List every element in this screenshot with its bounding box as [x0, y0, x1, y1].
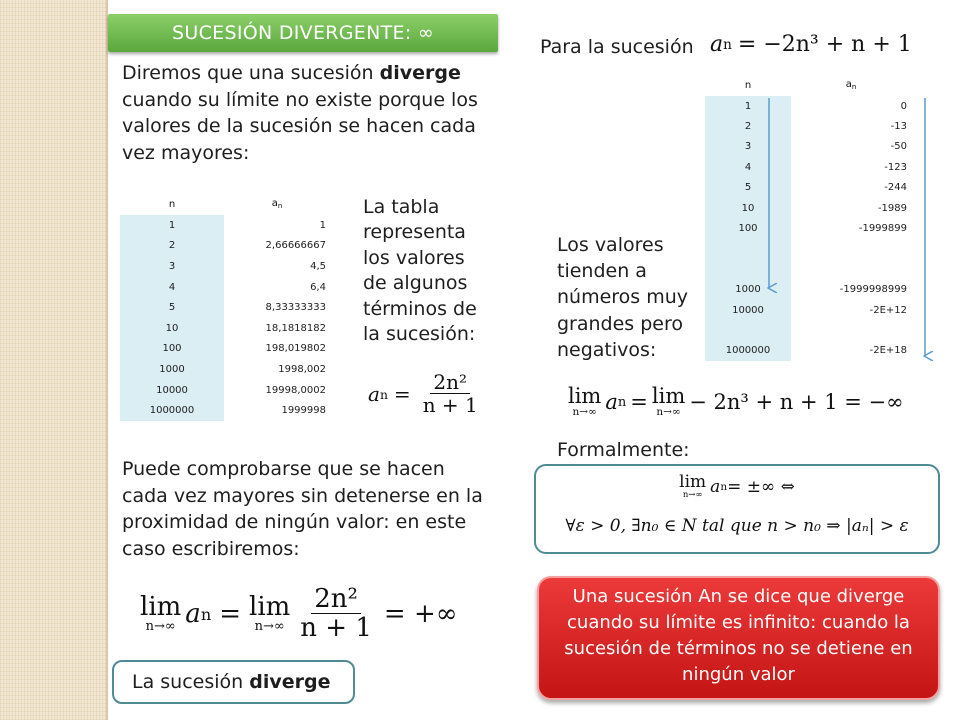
formula2-rhs: = −2n³ + n + 1	[737, 32, 912, 57]
limit2-lim	[568, 386, 601, 419]
result-bold-word: diverge	[249, 671, 331, 693]
formal-a: a	[710, 477, 721, 498]
formal-lim-under: n→∞	[682, 490, 703, 500]
table1-cell-n: 5	[120, 297, 224, 318]
table1-cell-an: 8,33333333	[265, 302, 326, 314]
table1-cell-an: 1	[319, 219, 326, 231]
limit1-lim-word: lim	[140, 592, 182, 623]
table2-cell-an: -50	[890, 141, 907, 153]
table-note: La tabla representa los valores de algunos términos de la sucesión:	[363, 196, 477, 346]
slide-title: SUCESIÓN DIVERGENTE: ∞	[108, 14, 498, 52]
table1-cell-an: 1999998	[281, 405, 326, 417]
table1-cell-n: 1000000	[120, 400, 224, 421]
limit-formula-2	[568, 384, 904, 419]
limit1-lim-under: n→∞	[145, 619, 176, 635]
for-sequence-label: Para la sucesión	[540, 36, 694, 58]
limit2-lim-b	[652, 386, 685, 419]
table2-cell-n: 10	[705, 198, 791, 218]
values-note: Los valores tienden a números muy grandes pero negativos:	[557, 234, 689, 361]
table1-cell-n: 10000	[120, 380, 224, 401]
formula2-sub: n	[723, 36, 732, 53]
limit2-lim-b-under: n→∞	[656, 406, 681, 418]
table1-cell-n: 1	[120, 215, 224, 236]
formula2-a: a	[710, 32, 724, 57]
formal-lim	[679, 474, 706, 500]
table2-cell-an: -123	[884, 161, 907, 173]
limit2-a: a	[605, 390, 618, 415]
formula1-eq: =	[393, 382, 411, 406]
table1-cell-n: 100	[120, 339, 224, 360]
table1-cell-n: 10	[120, 318, 224, 339]
limit1-a: a	[185, 599, 201, 630]
table1-header-n: n	[168, 198, 176, 210]
table1-cell-an: 198,019802	[265, 343, 326, 355]
table2-cell-n: 10000	[705, 300, 791, 320]
table1-header-a-text: $a_n$	[271, 198, 283, 210]
table2-cell-an: -244	[884, 182, 907, 194]
check-paragraph: Puede comprobarse que se hacen cada vez mayores sin detenerse en la proximidad de ningún valor: en este caso escribiremos:	[122, 458, 483, 560]
formal-line-1	[536, 472, 938, 500]
formula1-sub: n	[379, 386, 388, 402]
table1-cell-n: 1000	[120, 359, 224, 380]
table1-cell-an: 19998,0002	[265, 384, 326, 396]
limit2-lim-b-word: lim	[651, 384, 686, 408]
table2-cell-n: 100	[705, 218, 791, 238]
intro-text-after: cuando su límite no existe porque los valores de la sucesión se hacen cada vez mayores:	[122, 88, 478, 164]
table1-cell-n: 2	[120, 236, 224, 257]
table1-cell-n: 3	[120, 256, 224, 277]
formula1-den: n + 1	[422, 393, 478, 417]
formal-sub: n	[720, 481, 728, 494]
limit1-lim-b-word: lim	[249, 592, 291, 623]
limit2-mid: =	[630, 390, 648, 415]
result-text: La sucesión	[132, 671, 250, 693]
table2-header-n: n	[744, 79, 752, 91]
table1-cell-an: 1998,002	[278, 363, 326, 375]
table2-cell-an: -2E+18	[869, 345, 907, 357]
table2-cell-an: -1999998999	[839, 284, 907, 296]
formal-definition-box	[534, 464, 940, 554]
limit1-den: n + 1	[300, 613, 372, 644]
limit2-lim-under: n→∞	[572, 406, 597, 418]
table1-cell-n: 4	[120, 277, 224, 298]
limit1-lim-b-under: n→∞	[254, 619, 285, 635]
table2-cell-n: 2	[705, 116, 791, 136]
limit1-num: 2n²	[311, 586, 361, 614]
table2-header-a-text: $a_n$	[845, 79, 857, 91]
formally-label: Formalmente:	[557, 439, 690, 461]
table2-cell-n: 1000	[705, 280, 791, 300]
table2-cell-n: 5	[705, 178, 791, 198]
formal-line-2: ∀ε > 0, ∃n₀ ∈ N tal que n > n₀ ⇒ |aₙ| > ε	[565, 516, 909, 536]
table1-cell-an: 4,5	[310, 260, 326, 272]
limit1-eq1: =	[219, 599, 241, 630]
formula1-num: 2n²	[430, 372, 470, 394]
table2-cell-an: 0	[900, 100, 907, 112]
limit1-eq2: = +∞	[383, 599, 458, 630]
table2-cell-n: 4	[705, 157, 791, 177]
intro-text-before: Diremos que una sucesión	[122, 62, 380, 84]
limit1-sub: n	[200, 604, 212, 624]
limit2-lim-word: lim	[568, 384, 602, 408]
formal-lim-word: lim	[679, 472, 707, 492]
table2-cell-an: -13	[890, 121, 907, 133]
table2-cell-n: 1000000	[705, 341, 791, 361]
table2-cell-n: 1	[705, 96, 791, 116]
table1-cell-an: 6,4	[310, 281, 326, 293]
limit2-sub: n	[617, 394, 627, 410]
intro-bold-word: diverge	[379, 62, 461, 84]
formal-line1-rest: = ±∞ ⇔	[727, 477, 795, 498]
table2-cell-an: -2E+12	[869, 304, 907, 316]
limit2-rest: − 2n³ + n + 1 = −∞	[689, 390, 904, 415]
table1-cell-an: 18,1818182	[265, 322, 326, 334]
formula1-a: a	[368, 382, 380, 406]
table1-cell-an: 2,66666667	[265, 240, 326, 252]
table2-cell-an: -1999899	[858, 223, 907, 235]
table2-cell-an: -1989	[877, 202, 907, 214]
table2-cell-n: 3	[705, 137, 791, 157]
definition-red-box: Una sucesión An se dice que diverge cuando su límite es infinito: cuando la sucesión de términos no se detiene en ningún valor	[537, 576, 940, 700]
